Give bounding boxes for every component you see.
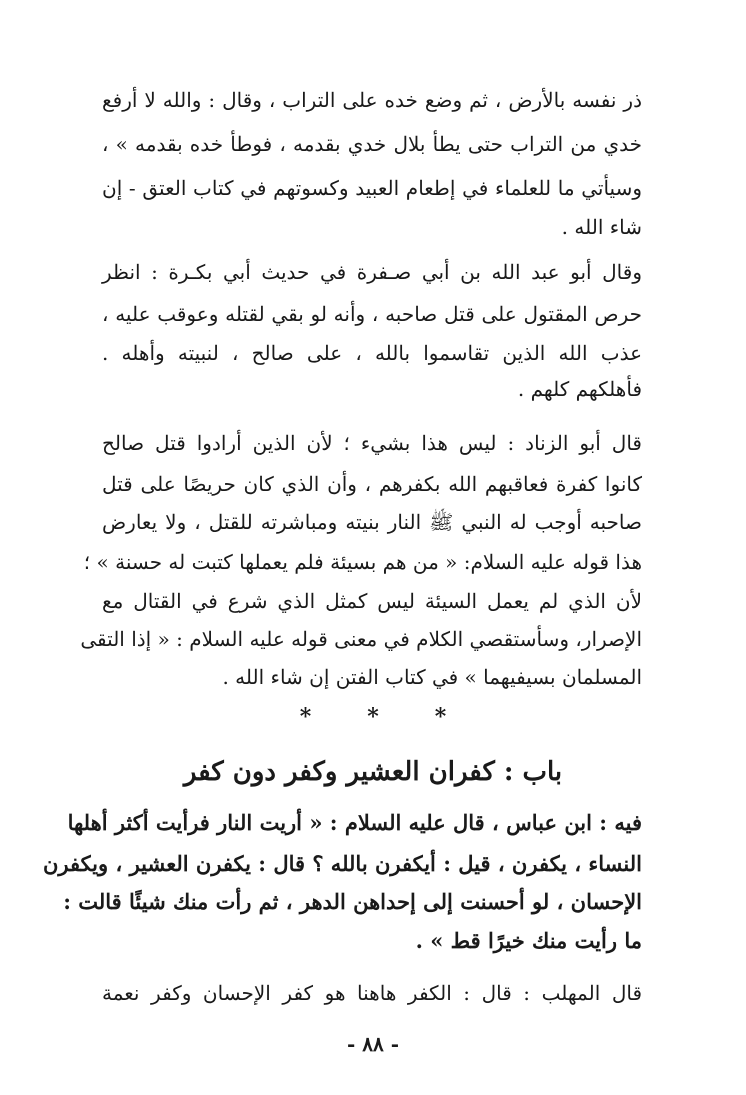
text-line: حرص المقتول على قتل صاحبه ، وأنه لو بقي لقتله وعوقب عليه ، <box>102 302 642 326</box>
chapter-heading: باب : كفران العشير وكفر دون كفر <box>183 757 563 787</box>
asterisk-ornament: * <box>299 704 312 730</box>
text-line: الإصرار، وسأستقصي الكلام في معنى قوله عليه السلام : « إذا التقى <box>80 627 642 651</box>
text-line: النساء ، يكفرن ، قيل : أيكفرن بالله ؟ قال : يكفرن العشير ، ويكفرن <box>42 851 642 876</box>
text-line: قال أبو الزناد : ليس هذا بشيء ؛ لأن الذين أرادوا قتل صالح <box>102 431 642 455</box>
asterisk-ornament: * <box>367 704 379 730</box>
text-line: قال المهلب : قال : الكفر هاهنا هو كفر الإحسان وكفر نعمة <box>102 981 642 1005</box>
text-line: صاحبه أوجب له النبي ﷺ النار بنيته ومباشرته للقتل ، ولا يعارض <box>102 510 642 534</box>
asterisk-ornament: * <box>434 704 447 730</box>
section-separator <box>0 704 746 730</box>
text-line: الإحسان ، لو أحسنت إلى إحداهن الدهر ، ثم رأت منك شيئًا قالت : <box>63 889 642 914</box>
text-line: وسيأتي ما للعلماء في إطعام العبيد وكسوتهم في كتاب العتق - إن <box>102 176 642 200</box>
text-line: كانوا كفرة فعاقبهم الله بكفرهم ، وأن الذي كان حريصًا على قتل <box>102 472 642 496</box>
text-line: هذا قوله عليه السلام: « من هم بسيئة فلم يعملها كتبت له حسنة » ؛ <box>83 550 642 574</box>
page-number: - ٨٨ - <box>346 1032 399 1056</box>
text-line: فأهلكهم كلهم . <box>517 377 642 401</box>
text-line: خدي من التراب حتى يطأ بلال خدي بقدمه ، فوطأ خده بقدمه » ، <box>102 132 642 156</box>
text-line: شاء الله . <box>561 215 642 239</box>
text-line: ذر نفسه بالأرض ، ثم وضع خده على التراب ، وقال : والله لا أرفع <box>102 88 642 112</box>
text-line: وقال أبو عبد الله بن أبي صـفرة في حديث أبي بكـرة : انظر <box>102 260 642 284</box>
text-line: عذب الله الذين تقاسموا بالله ، على صالح ، لنبيته وأهله . <box>102 341 642 365</box>
text-line: لأن الذي لم يعمل السيئة ليس كمثل الذي شرع في القتال مع <box>102 589 642 613</box>
text-line: فيه : ابن عباس ، قال عليه السلام : « أريت النار فرأيت أكثر أهلها <box>67 810 642 835</box>
text-line: ما رأيت منك خيرًا قط » . <box>415 928 642 953</box>
text-line: المسلمان بسيفيهما » في كتاب الفتن إن شاء الله . <box>222 665 642 689</box>
